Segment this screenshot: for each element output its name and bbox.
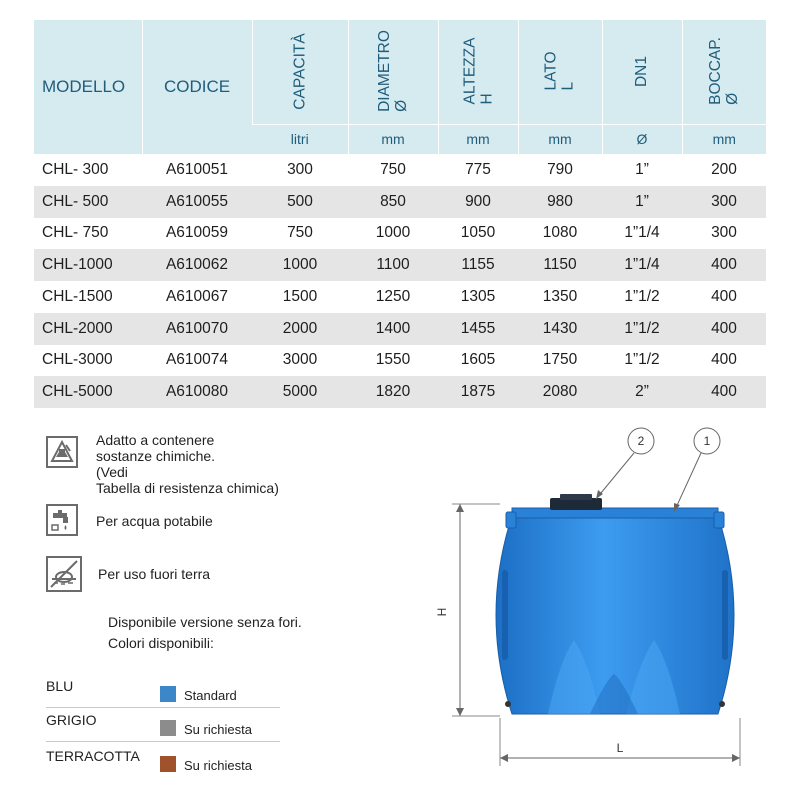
cell-boccap: 400 — [711, 287, 737, 305]
chemical-line-2: sostanze chimiche. — [96, 448, 216, 464]
cell-lato: 980 — [518, 186, 602, 218]
color-note: Su richiesta — [184, 758, 252, 773]
cell-modello: CHL-2000 — [34, 313, 142, 345]
cell-diametro: 750 — [380, 160, 406, 178]
unit-diametro: mm — [348, 124, 438, 154]
unit-boccap: mm — [682, 124, 766, 154]
cell-codice: A610051 — [165, 160, 229, 178]
cell-lato: 1430 — [518, 313, 602, 345]
cell-altezza: 775 — [465, 160, 491, 178]
cell-codice: A610080 — [142, 376, 252, 408]
cell-modello: CHL- 300 — [42, 160, 109, 178]
dim-h-arrow-top — [456, 504, 464, 512]
cell-boccap: 400 — [682, 313, 766, 345]
cell-altezza: 1875 — [438, 376, 518, 408]
callout-1-leader — [674, 453, 701, 512]
tank-top-rib-left — [506, 512, 516, 528]
dim-l-label: L — [616, 741, 624, 755]
cell-capacita: 1000 — [252, 249, 348, 281]
cell-diametro: 1400 — [348, 313, 438, 345]
cell-modello: CHL-5000 — [34, 376, 142, 408]
dim-h-arrow-bottom — [456, 708, 464, 716]
cell-boccap: 400 — [682, 376, 766, 408]
cell-altezza: 1455 — [438, 313, 518, 345]
potable-text: Per acqua potabile — [96, 513, 213, 529]
cell-dn1: 2” — [602, 376, 682, 408]
cell-boccap: 200 — [711, 160, 737, 178]
tank-lid-top — [560, 494, 592, 500]
cell-dn1: 1”1/4 — [624, 224, 660, 242]
tank-top-rib-right — [714, 512, 724, 528]
cell-modello: CHL-1500 — [42, 287, 113, 305]
cell-dn1: 1”1/2 — [624, 351, 660, 369]
tank-top-rib — [512, 508, 718, 518]
cell-dn1: 1”1/4 — [602, 249, 682, 281]
tank-ridge-left — [502, 570, 508, 660]
cell-codice: A610074 — [165, 351, 229, 369]
availability-line-1: Disponibile versione senza fori. — [108, 614, 302, 630]
cell-modello: CHL- 750 — [42, 224, 109, 242]
cell-codice: A610067 — [165, 287, 229, 305]
unit-capacita: litri — [252, 124, 348, 154]
color-note: Standard — [184, 688, 237, 703]
color-name: GRIGIO — [46, 712, 97, 728]
header-altezza: ALTEZZA H — [438, 20, 518, 124]
cell-lato: 1150 — [518, 249, 602, 281]
cell-altezza: 900 — [438, 186, 518, 218]
cell-lato: 1080 — [542, 224, 578, 242]
tank-knob — [719, 701, 725, 707]
header-dn1: DN1 — [602, 20, 682, 124]
unit-altezza: mm — [438, 124, 518, 154]
cell-boccap: 400 — [711, 351, 737, 369]
callout-2-leader — [596, 453, 634, 499]
unit-lato: mm — [518, 124, 602, 154]
cell-capacita: 300 — [287, 160, 313, 178]
cell-lato: 790 — [547, 160, 573, 178]
cell-modello: CHL-3000 — [42, 351, 113, 369]
cell-lato: 2080 — [518, 376, 602, 408]
cell-capacita: 1500 — [282, 287, 318, 305]
cell-codice: A610055 — [142, 186, 252, 218]
cell-codice: A610070 — [142, 313, 252, 345]
cell-diametro: 850 — [348, 186, 438, 218]
cell-dn1: 1” — [635, 160, 649, 178]
cell-capacita: 3000 — [282, 351, 318, 369]
cell-altezza: 1605 — [460, 351, 496, 369]
cell-diametro: 1820 — [348, 376, 438, 408]
cell-capacita: 750 — [287, 224, 313, 242]
header-capacita: CAPACITÀ — [252, 20, 348, 124]
header-boccap: BOCCAP. Ø — [682, 20, 766, 124]
cell-boccap: 400 — [682, 249, 766, 281]
cell-lato: 1350 — [542, 287, 578, 305]
above-ground-text: Per uso fuori terra — [98, 566, 211, 582]
header-diametro: DIAMETRO Ø — [348, 20, 438, 124]
unit-dn1: Ø — [602, 124, 682, 154]
tank-knob — [505, 701, 511, 707]
cell-codice: A610059 — [165, 224, 229, 242]
cell-dn1: 1” — [602, 186, 682, 218]
cell-diametro: 1100 — [348, 249, 438, 281]
color-note: Su richiesta — [184, 722, 252, 737]
header-codice: CODICE — [142, 20, 252, 154]
color-name: BLU — [46, 678, 74, 694]
cell-lato: 1750 — [542, 351, 578, 369]
cell-dn1: 1”1/2 — [602, 313, 682, 345]
cell-capacita: 2000 — [252, 313, 348, 345]
cell-boccap: 300 — [711, 224, 737, 242]
cell-diametro: 1250 — [375, 287, 411, 305]
availability-line-2: Colori disponibili: — [108, 635, 214, 651]
chemical-line-4: Tabella di resistenza chimica) — [96, 480, 279, 496]
cell-altezza: 1155 — [438, 249, 518, 281]
cell-codice: A610062 — [142, 249, 252, 281]
cell-altezza: 1050 — [460, 224, 496, 242]
color-name: TERRACOTTA — [46, 748, 140, 764]
cell-diametro: 1550 — [375, 351, 411, 369]
callout-1-label: 1 — [703, 434, 711, 448]
cell-capacita: 5000 — [252, 376, 348, 408]
tank-ridge-right — [722, 570, 728, 660]
callout-2-label: 2 — [637, 434, 645, 448]
cell-boccap: 300 — [682, 186, 766, 218]
dim-l-arrow-right — [732, 754, 740, 762]
dim-l-arrow-left — [500, 754, 508, 762]
cell-modello: CHL-1000 — [34, 249, 142, 281]
chemical-line-3: (Vedi — [96, 464, 128, 480]
cell-diametro: 1000 — [375, 224, 411, 242]
header-lato: LATO L — [518, 20, 602, 124]
header-modello: MODELLO — [34, 20, 142, 154]
cell-capacita: 500 — [252, 186, 348, 218]
dim-h-label: H — [435, 607, 449, 617]
cell-dn1: 1”1/2 — [624, 287, 660, 305]
chemical-line-1: Adatto a contenere — [96, 432, 215, 448]
cell-modello: CHL- 500 — [34, 186, 142, 218]
cell-altezza: 1305 — [460, 287, 496, 305]
